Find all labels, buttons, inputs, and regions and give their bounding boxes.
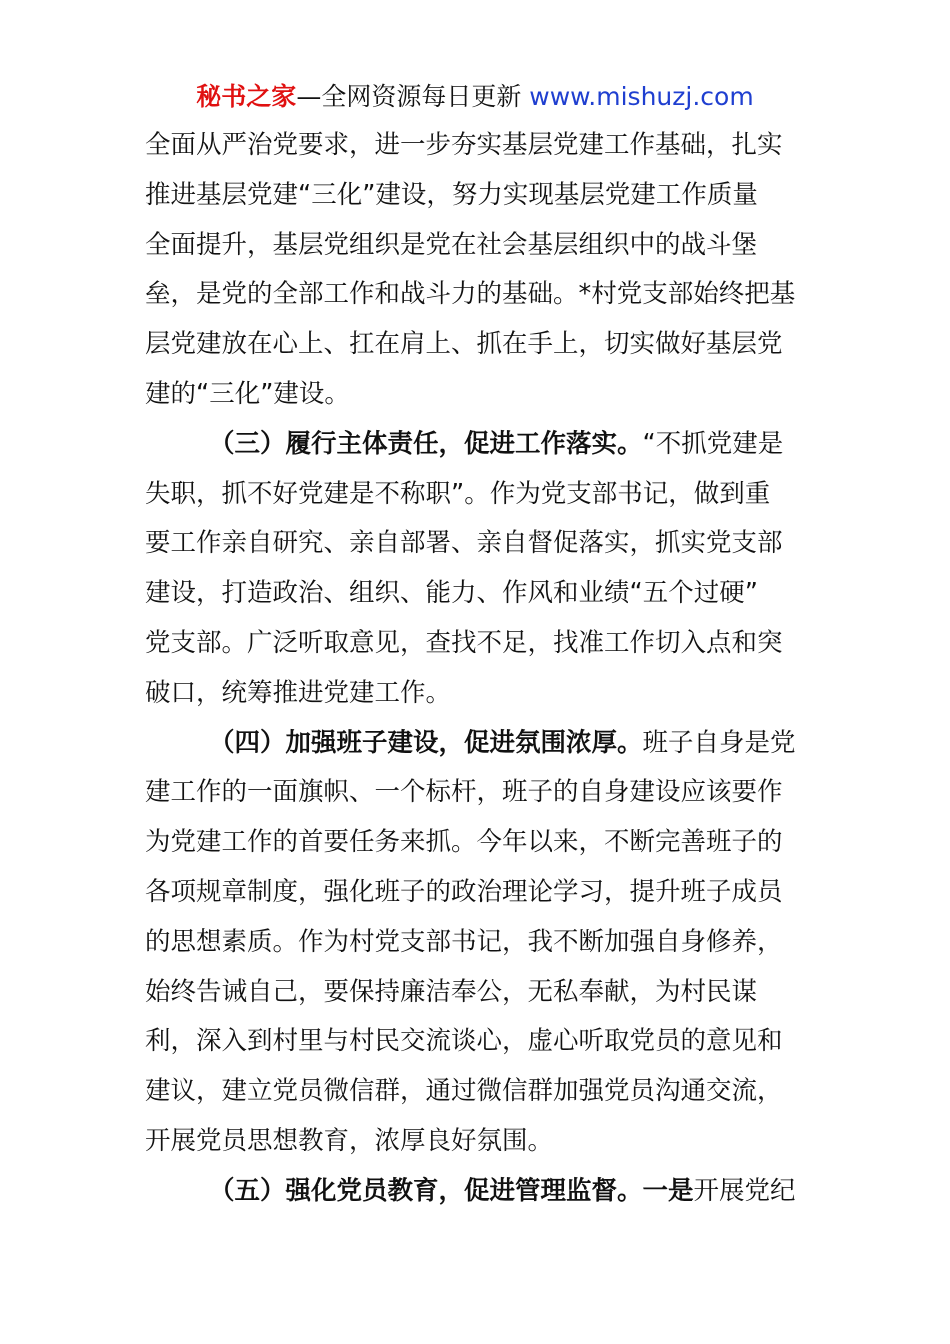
body-text-segment: 的思想素质。作为村党支部书记，我不断加强自身修养， bbox=[145, 926, 783, 957]
text-line bbox=[145, 619, 810, 669]
text-line bbox=[145, 420, 810, 470]
text-line bbox=[145, 270, 810, 320]
text-line bbox=[145, 768, 810, 818]
section-heading-text: （三）履行主体责任，促进工作落实。 bbox=[209, 428, 643, 459]
body-text-segment: “不抓党建是 bbox=[642, 428, 784, 459]
text-line bbox=[145, 1167, 810, 1217]
text-line bbox=[145, 1117, 810, 1167]
text-line bbox=[145, 470, 810, 520]
body-text-segment: 要工作亲自研究、亲自部署、亲自督促落实，抓实党支部 bbox=[145, 528, 783, 559]
site-brand: 秘书之家 bbox=[196, 82, 297, 111]
body-text-segment: 全面从严治党要求，进一步夯实基层党建工作基础，扎实 bbox=[145, 130, 783, 160]
text-line bbox=[145, 171, 810, 221]
text-line bbox=[145, 1067, 810, 1117]
body-text-segment: 开展党员思想教育，浓厚良好氛围。 bbox=[145, 1125, 554, 1156]
body-text-segment: 推进基层党建“三化”建设，努力实现基层党建工作质量 bbox=[145, 179, 758, 210]
body-text-segment: 为党建工作的首要任务来抓。今年以来，不断完善班子的 bbox=[145, 827, 783, 858]
site-tagline: —全网资源每日更新 bbox=[296, 82, 530, 111]
body-text-segment: 始终告诫自己，要保持廉洁奉公，无私奉献，为村民谋 bbox=[145, 976, 758, 1007]
text-line bbox=[145, 519, 810, 569]
body-text-segment: 失职，抓不好党建是不称职”。作为党支部书记，做到重 bbox=[145, 478, 771, 509]
body-text-segment: 垒，是党的全部工作和战斗力的基础。*村党支部始终把基 bbox=[145, 279, 796, 310]
text-line bbox=[145, 121, 810, 171]
body-text-segment: 建设，打造政治、组织、能力、作风和业绩“五个过硬” bbox=[145, 578, 758, 609]
section-heading-text: （五）强化党员教育，促进管理监督。一是 bbox=[209, 1175, 694, 1206]
body-text-segment: 建工作的一面旗帜、一个标杆，班子的自身建设应该要作 bbox=[145, 777, 783, 808]
site-header bbox=[0, 80, 950, 114]
document-body bbox=[145, 121, 810, 1217]
text-line bbox=[145, 868, 810, 918]
body-text-segment: 层党建放在心上、扛在肩上、抓在手上，切实做好基层党 bbox=[145, 329, 783, 360]
text-line bbox=[145, 918, 810, 968]
text-line bbox=[145, 669, 810, 719]
body-text-segment: 建议，建立党员微信群，通过微信群加强党员沟通交流， bbox=[145, 1076, 783, 1107]
text-line bbox=[145, 968, 810, 1018]
text-line bbox=[145, 320, 810, 370]
text-line bbox=[145, 818, 810, 868]
body-text-segment: 利，深入到村里与村民交流谈心，虚心听取党员的意见和 bbox=[145, 1026, 783, 1057]
text-line bbox=[145, 221, 810, 271]
body-text-segment: 党支部。广泛听取意见，查找不足，找准工作切入点和突 bbox=[145, 627, 783, 658]
body-text-segment: 各项规章制度，强化班子的政治理论学习，提升班子成员 bbox=[145, 876, 783, 907]
body-text-segment: 破口，统筹推进党建工作。 bbox=[145, 677, 452, 708]
body-text-segment: 开展党纪 bbox=[693, 1175, 796, 1206]
body-text-segment: 班子自身是党 bbox=[642, 727, 796, 758]
text-line bbox=[145, 370, 810, 420]
site-url-link[interactable]: www.mishuzj.com bbox=[529, 82, 754, 111]
body-text-segment: 全面提升，基层党组织是党在社会基层组织中的战斗堡 bbox=[145, 229, 758, 260]
section-heading-text: （四）加强班子建设，促进氛围浓厚。 bbox=[209, 727, 643, 758]
body-text-segment: 建的“三化”建设。 bbox=[145, 378, 350, 409]
text-line bbox=[145, 719, 810, 769]
text-line bbox=[145, 1017, 810, 1067]
text-line bbox=[145, 569, 810, 619]
